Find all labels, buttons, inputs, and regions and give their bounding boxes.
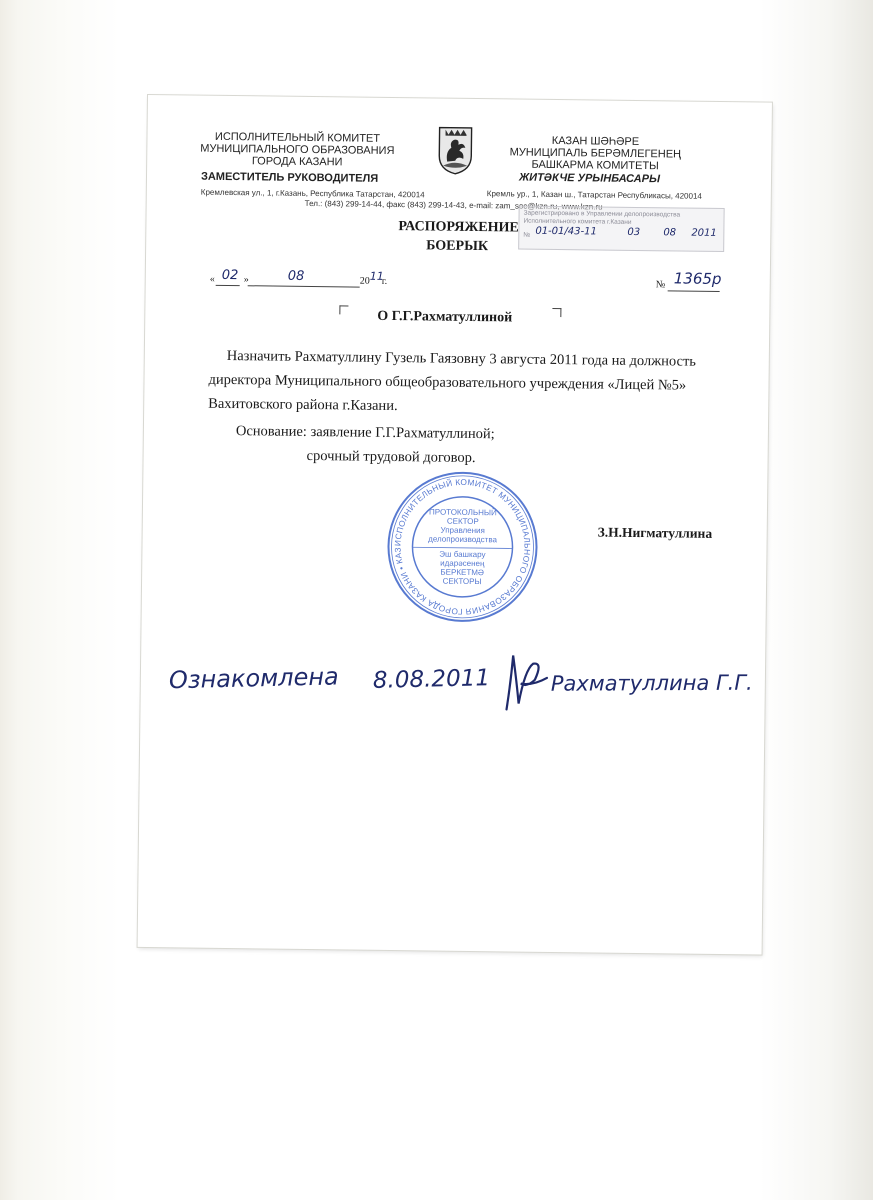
signatory: З.Н.Нигматуллина bbox=[597, 524, 713, 541]
header-right-address: Кремль ур., 1, Казан ш., Татарстан Республикасы, 420014 bbox=[486, 189, 702, 201]
date-line bbox=[210, 268, 770, 295]
date-year-suffix: 11 bbox=[369, 269, 384, 283]
header-left-line3: ГОРОДА КАЗАНИ bbox=[251, 155, 343, 169]
registration-date-day: 03 bbox=[627, 226, 641, 239]
body-paragraph-line1: Назначить Рахматуллину Гузель Гаязовну 3 августа 2011 года на должность bbox=[226, 347, 697, 370]
header-left-line2: МУНИЦИПАЛЬНОГО ОБРАЗОВАНИЯ bbox=[200, 142, 395, 158]
round-seal bbox=[386, 470, 540, 624]
seal-center-line2: СЕКТОР bbox=[446, 516, 479, 527]
date-year-prefix: 20 bbox=[359, 275, 370, 287]
corner-mark-left bbox=[339, 305, 348, 314]
header-right-line1: КАЗАН ШӘҺӘРЕ bbox=[551, 134, 640, 149]
date-open-quote: « bbox=[209, 273, 215, 285]
registration-stamp bbox=[518, 206, 725, 253]
seal-center-line6: идарәсенең bbox=[440, 558, 485, 569]
header-left-address: Кремлевская ул., 1, г.Казань, Республика Татарстан, 420014 bbox=[200, 187, 425, 200]
handwritten-signature bbox=[502, 643, 549, 714]
header-left-position: ЗАМЕСТИТЕЛЬ РУКОВОДИТЕЛЯ bbox=[200, 170, 379, 185]
header-right-line2: МУНИЦИПАЛЬ БЕРӘМЛЕГЕНЕҢ bbox=[509, 146, 682, 161]
handwritten-acknowledged: Ознакомлена bbox=[168, 662, 340, 695]
seal-center-line7: БЕРКЕТМӘ bbox=[440, 567, 484, 578]
kazan-coat-of-arms-icon bbox=[437, 126, 474, 176]
seal-center-line8: СЕКТОРЫ bbox=[442, 576, 482, 587]
registration-stamp-line2: Исполнительного комитета г.Казани bbox=[523, 217, 632, 226]
registration-number: 01-01/43-11 bbox=[535, 225, 597, 238]
header-right-position: ЖИТӘКЧЕ УРЫНБАСАРЫ bbox=[518, 171, 661, 186]
doc-title-ru: РАСПОРЯЖЕНИЕ bbox=[398, 219, 519, 236]
basis-line2: срочный трудовой договор. bbox=[306, 447, 476, 467]
seal-center-line5: Эш башкару bbox=[439, 549, 486, 560]
body-paragraph-line3: Вахитовского района г.Казани. bbox=[208, 395, 398, 415]
seal-center-line3: Управления bbox=[440, 525, 485, 536]
date-month: 08 bbox=[287, 268, 305, 284]
registration-date-month: 08 bbox=[663, 227, 677, 239]
document-page bbox=[138, 95, 772, 955]
doc-number: 1365р bbox=[673, 269, 722, 289]
registration-stamp-line1: Зарегистрировано в Управлении делопроизводства bbox=[523, 209, 681, 219]
registration-date-year: 2011 bbox=[691, 227, 717, 239]
registration-prefix: № bbox=[523, 231, 531, 239]
corner-mark-right bbox=[552, 308, 561, 317]
header-left bbox=[187, 130, 407, 169]
seal-outer-text: ИСПОЛНИТЕЛЬНЫЙ КОМИТЕТ МУНИЦИПАЛЬНОГО ОБРАЗОВАНИЯ ГОРОДА КАЗАНИ • КАЗАН bbox=[392, 476, 533, 617]
header-right bbox=[495, 134, 695, 172]
handwritten-name: Рахматуллина Г.Г. bbox=[550, 670, 753, 696]
contacts-line: Тел.: (843) 299-14-44, факс (843) 299-14-43, e-mail: zam_soc@kzn.ru, www.kzn.ru bbox=[304, 198, 603, 212]
date-day: 02 bbox=[221, 267, 239, 284]
date-year-abbr: г. bbox=[381, 275, 388, 287]
subject: О Г.Г.Рахматуллиной bbox=[377, 308, 513, 326]
header-right-line3: БАШКАРМА КОМИТЕТЫ bbox=[531, 158, 659, 173]
body-paragraph-line2: директора Муниципального общеобразовательного учреждения «Лицей №5» bbox=[208, 371, 687, 394]
header-left-line1: ИСПОЛНИТЕЛЬНЫЙ КОМИТЕТ bbox=[214, 130, 381, 145]
seal-center-line4: делопроизводства bbox=[428, 534, 498, 545]
handwritten-date: 8.08.2011 bbox=[372, 665, 491, 694]
doc-title-tt: БОЕРЫК bbox=[426, 238, 489, 255]
date-close-quote: » bbox=[243, 274, 249, 286]
seal-center-line1: ПРОТОКОЛЬНЫЙ bbox=[429, 507, 497, 518]
doc-number-label: № bbox=[655, 279, 666, 291]
basis-line1: Основание: заявление Г.Г.Рахматуллиной; bbox=[235, 423, 495, 443]
